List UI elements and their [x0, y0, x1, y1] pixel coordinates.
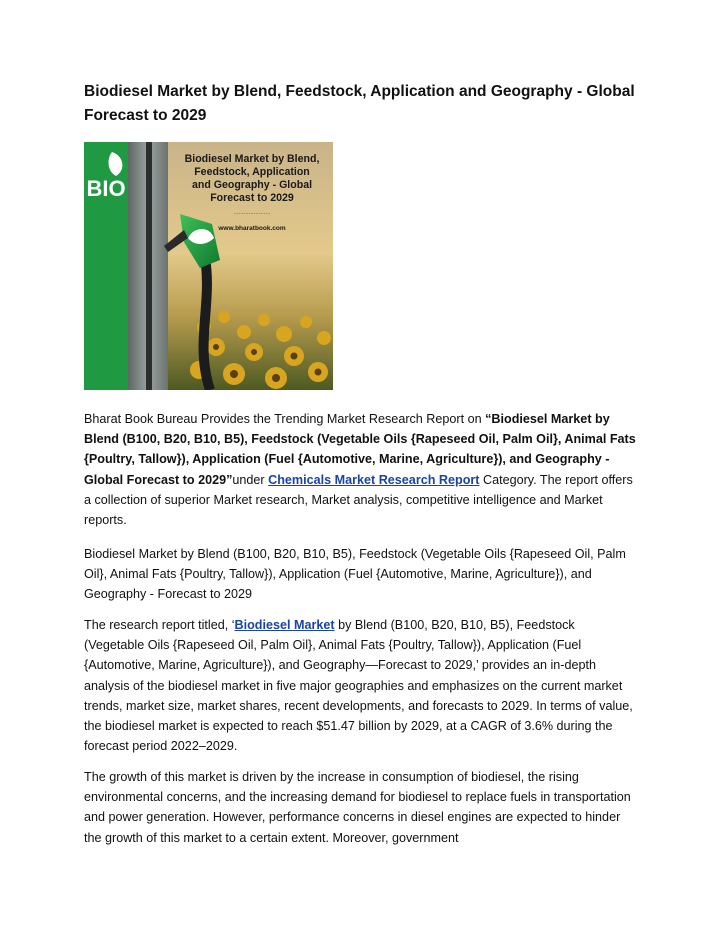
cover-logo-text: BIO	[86, 176, 126, 201]
biodiesel-market-link[interactable]: Biodiesel Market	[234, 618, 335, 632]
page-title: Biodiesel Market by Blend, Feedstock, Application and Geography - Global Forecast to 2029	[84, 83, 635, 124]
summary-rest-text: by Blend (B100, B20, B10, B5), Feedstock (Vegetable Oils {Rapeseed Oil, Palm Oil}, Animal Fats {Poultry, Tallow}), Application (Fuel {Automotive, Marine, Agriculture}), and Geography—Forecast to 2029,’ provides an in-depth analysis of the biodiesel market in five major geographies and emphasizes on the current market trends, market size, market shares, recent developments, and forecasts to 2029. In terms of value, the biodiesel market is expected to reach $51.47 billion by 2029, at a CAGR of 3.6% during the forecast period 2022–2029.	[84, 618, 633, 754]
intro-text: Bharat Book Bureau Provides the Trending Market Research Report on	[84, 412, 486, 426]
summary-paragraph	[84, 615, 636, 756]
cover-website: www.bharatbook.com	[218, 225, 286, 232]
cover-heading-line-2: Feedstock, Application	[194, 166, 310, 178]
chemicals-report-link[interactable]: Chemicals Market Research Report	[268, 472, 480, 487]
growth-paragraph: The growth of this market is driven by the increase in consumption of biodiesel, the rising environmental concerns, and the increasing demand for biodiesel to replace fuels in transportation and power generation. However, performance concerns in diesel engines are expected to hinder the growth of this market to a certain extent. Moreover, government	[84, 770, 631, 845]
cover-heading-line-3: and Geography - Global	[191, 179, 313, 191]
under-text: under	[232, 472, 269, 487]
cover-heading-line-1: Biodiesel Market by Blend,	[184, 153, 320, 165]
report-cover-image	[84, 142, 333, 390]
cover-heading-line-4: Forecast to 2029	[210, 192, 294, 204]
cover-dots: ......................	[233, 210, 271, 216]
summary-pre-text: The research report titled, ‘	[84, 618, 235, 632]
report-title-bold: “Biodiesel Market by Blend (B100, B20, B10, B5), Feedstock (Vegetable Oils {Rapeseed Oil, Palm Oil}, Animal Fats {Poultry, Tallow}), Application (Fuel {Automotive, Marine, Agriculture}), and Geography - Global Forecast to 2029”	[84, 412, 636, 487]
report-name-paragraph: Biodiesel Market by Blend (B100, B20, B10, B5), Feedstock (Vegetable Oils {Rapeseed Oil, Palm Oil}, Animal Fats {Poultry, Tallow}), Application (Fuel {Automotive, Marine, Agriculture}), and Geography - Forecast to 2029	[84, 547, 626, 602]
intro-paragraph	[84, 409, 636, 530]
intro-rest-text: Category. The report offers a collection of superior Market research, Market analysis, competitive intelligence and Market reports.	[84, 472, 633, 528]
